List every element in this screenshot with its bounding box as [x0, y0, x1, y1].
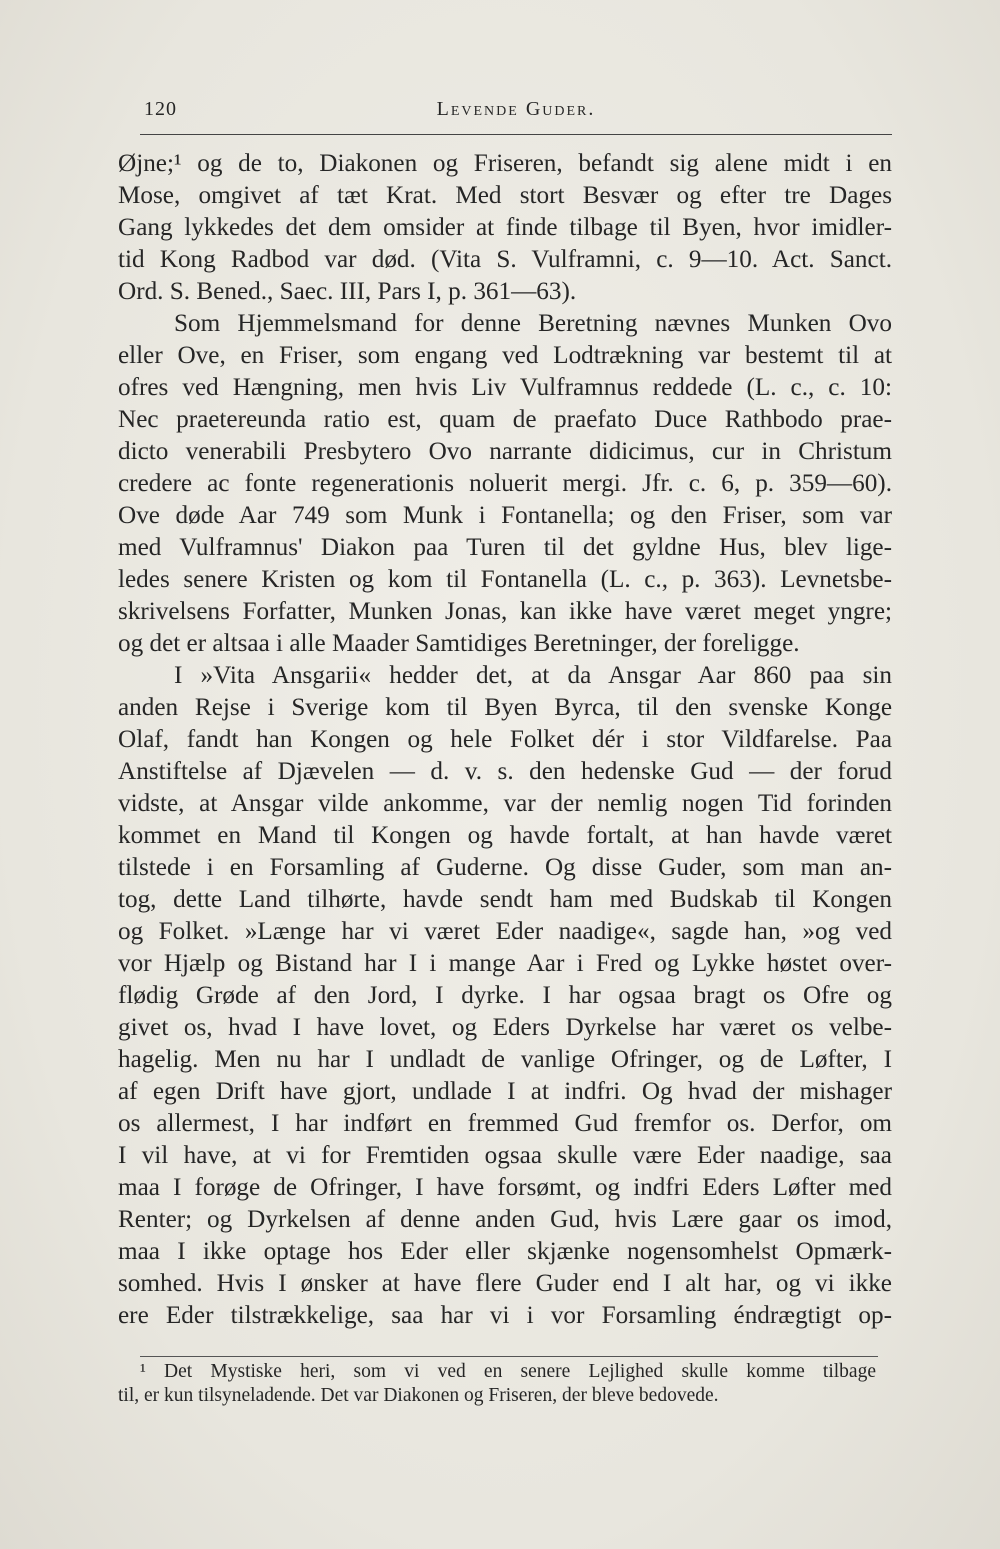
text-line: skrivelsens Forfatter, Munken Jonas, kan ikke have været meget yngre;: [118, 598, 892, 625]
text-line: Nec praetereunda ratio est, quam de praefato Duce Rathbodo prae-: [118, 406, 892, 433]
footnote-line: til, er kun tilsyneladende. Det var Diakonen og Friseren, der bleve bedovede.: [118, 1385, 719, 1406]
text-line: tilstede i en Forsamling af Guderne. Og disse Guder, som man an-: [118, 854, 892, 881]
text-line: Mose, omgivet af tæt Krat. Med stort Besvær og efter tre Dages: [118, 182, 892, 209]
footnote-rule: [140, 1356, 878, 1357]
text-line: Anstiftelse af Djævelen — d. v. s. den hedenske Gud — der forud: [118, 758, 892, 785]
text-line: ere Eder tilstrækkelige, saa har vi i vor Forsamling éndrægtigt op-: [118, 1302, 892, 1329]
text-line: af egen Drift have gjort, undlade I at indfri. Og hvad der mishager: [118, 1078, 892, 1105]
text-line: eller Ove, en Friser, som engang ved Lodtrækning var bestemt til at: [118, 342, 892, 369]
text-line: vidste, at Ansgar vilde ankomme, var der nemlig nogen Tid forinden: [118, 790, 892, 817]
page-number: 120: [144, 98, 177, 120]
text-line: somhed. Hvis I ønsker at have flere Guder end I alt har, og vi ikke: [118, 1270, 892, 1297]
footnote-line: ¹ Det Mystiske heri, som vi ved en senere Lejlighed skulle komme tilbage: [140, 1361, 876, 1382]
text-line: I vil have, at vi for Fremtiden ogsaa skulle være Eder naadige, saa: [118, 1142, 892, 1169]
text-line: anden Rejse i Sverige kom til Byen Byrca, til den svenske Konge: [118, 694, 892, 721]
text-line: Som Hjemmelsmand for denne Beretning nævnes Munken Ovo: [174, 310, 892, 337]
text-line: ledes senere Kristen og kom til Fontanella (L. c., p. 363). Levnetsbe-: [118, 566, 892, 593]
text-line: tog, dette Land tilhørte, havde sendt ham med Budskab til Kongen: [118, 886, 892, 913]
text-line: Gang lykkedes det dem omsider at finde tilbage til Byen, hvor imidler-: [118, 214, 892, 241]
text-line: credere ac fonte regenerationis noluerit mergi. Jfr. c. 6, p. 359—60).: [118, 470, 892, 497]
text-line: Renter; og Dyrkelsen af denne anden Gud, hvis Lære gaar os imod,: [118, 1206, 892, 1233]
text-line: med Vulframnus' Diakon paa Turen til det gyldne Hus, blev lige-: [118, 534, 892, 561]
text-line: dicto venerabili Presbytero Ovo narrante didicimus, cur in Christum: [118, 438, 892, 465]
text-line: maa I ikke optage hos Eder eller skjænke nogensomhelst Opmærk-: [118, 1238, 892, 1265]
text-line: Øjne;¹ og de to, Diakonen og Friseren, befandt sig alene midt i en: [118, 150, 892, 177]
text-line: Ord. S. Bened., Saec. III, Pars I, p. 361—63).: [118, 278, 577, 305]
text-line: Ove døde Aar 749 som Munk i Fontanella; og den Friser, som var: [118, 502, 892, 529]
text-line: ofres ved Hængning, men hvis Liv Vulframnus reddede (L. c., c. 10:: [118, 374, 892, 401]
text-line: hagelig. Men nu har I undladt de vanlige Ofringer, og de Løfter, I: [118, 1046, 892, 1073]
header-rule: [140, 134, 892, 135]
text-line: givet os, hvad I have lovet, og Eders Dyrkelse har været os velbe-: [118, 1014, 892, 1041]
text-line: os allermest, I har indført en fremmed Gud fremfor os. Derfor, om: [118, 1110, 892, 1137]
text-line: flødig Grøde af den Jord, I dyrke. I har ogsaa bragt os Ofre og: [118, 982, 892, 1009]
page-header: [140, 98, 892, 128]
running-head: Levende Guder.: [436, 98, 596, 120]
text-line: kommet en Mand til Kongen og havde fortalt, at han havde været: [118, 822, 892, 849]
text-line: og det er altsaa i alle Maader Samtidiges Beretninger, der foreligge.: [118, 630, 800, 657]
text-line: I »Vita Ansgarii« hedder det, at da Ansgar Aar 860 paa sin: [174, 662, 892, 689]
text-line: tid Kong Radbod var død. (Vita S. Vulframni, c. 9—10. Act. Sanct.: [118, 246, 892, 273]
text-line: og Folket. »Længe har vi været Eder naadige«, sagde han, »og ved: [118, 918, 892, 945]
text-line: maa I forøge de Ofringer, I have forsømt, og indfri Eders Løfter med: [118, 1174, 892, 1201]
text-line: vor Hjælp og Bistand har I i mange Aar i Fred og Lykke høstet over-: [118, 950, 892, 977]
text-line: Olaf, fandt han Kongen og hele Folket dér i stor Vildfarelse. Paa: [118, 726, 892, 753]
